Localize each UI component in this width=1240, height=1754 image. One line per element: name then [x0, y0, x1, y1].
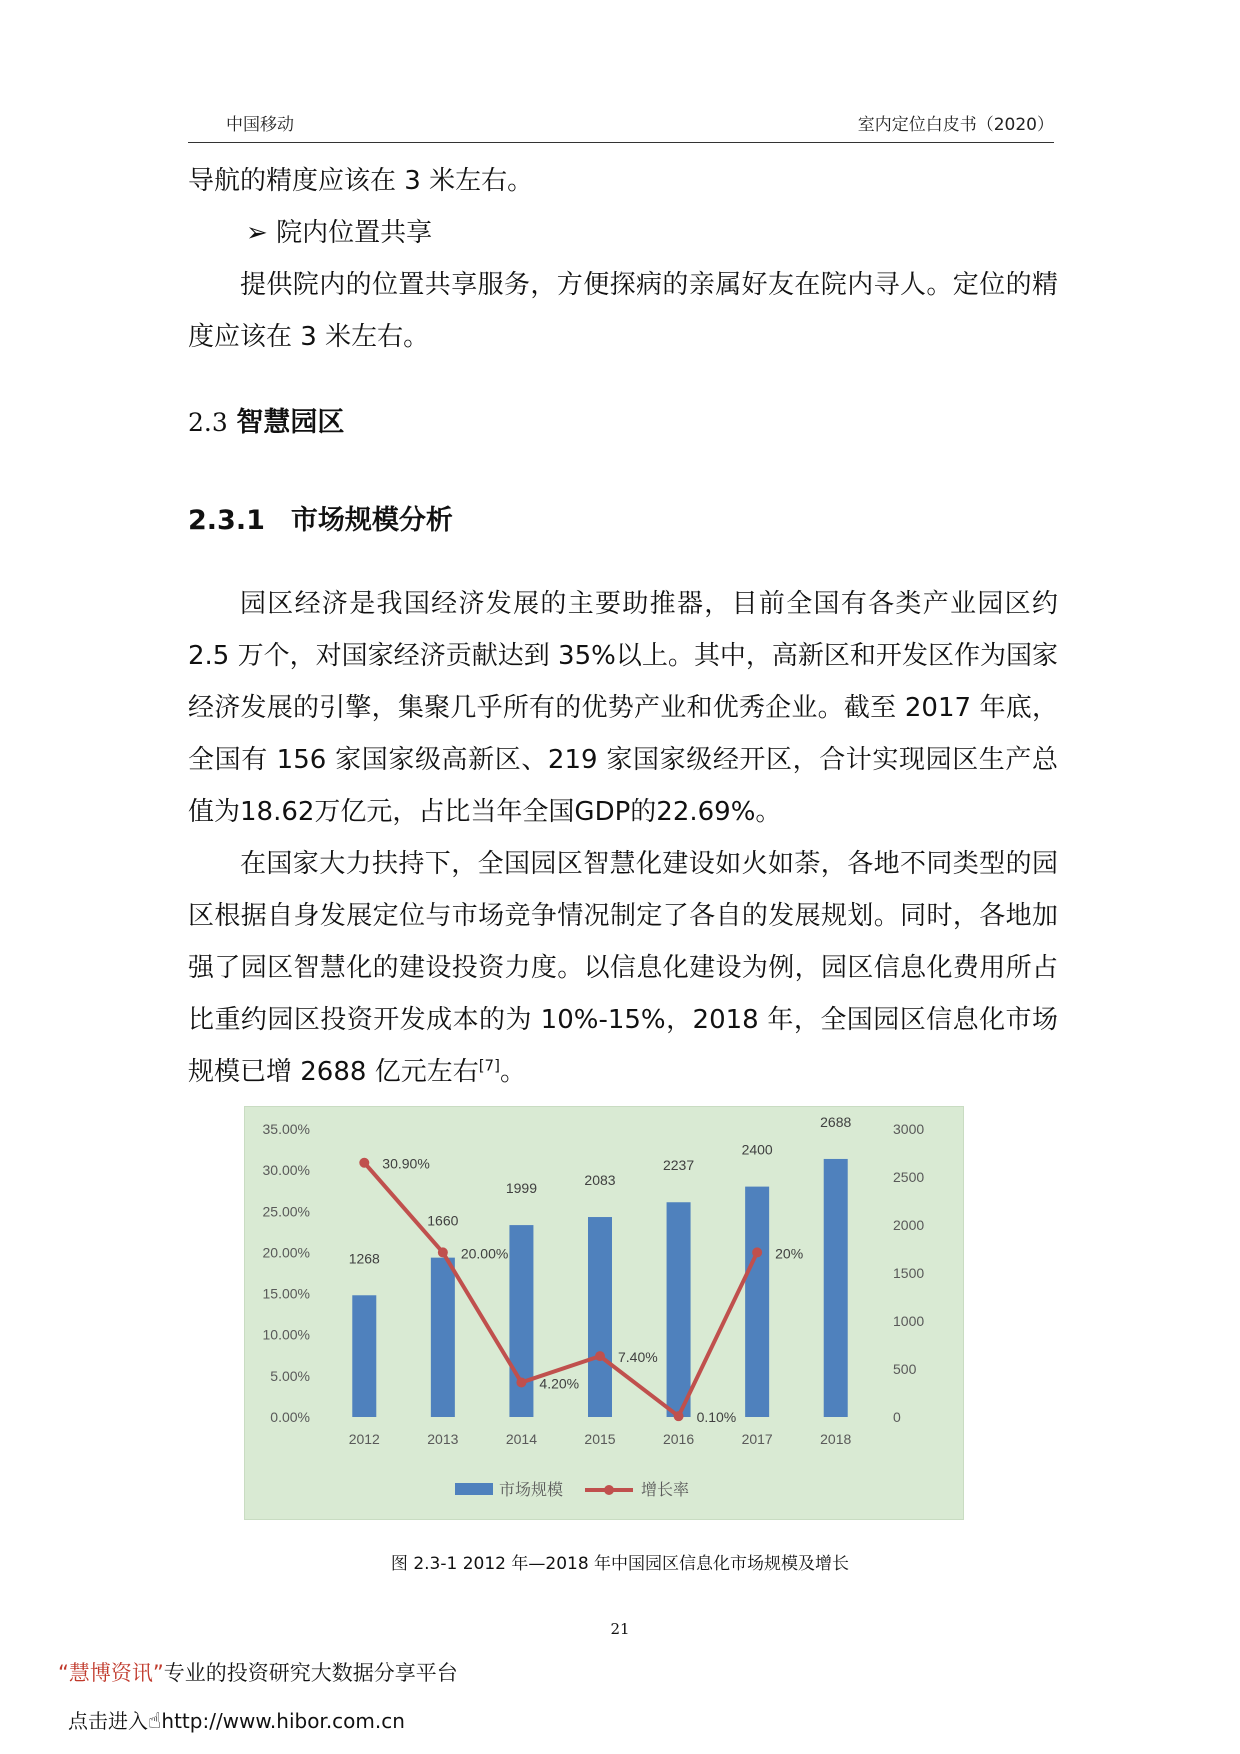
x-tick-label: 2013 — [427, 1431, 459, 1447]
bar — [667, 1202, 691, 1417]
section-number: 2.3 — [188, 408, 228, 437]
pointing-hand-icon: ☝ — [148, 1709, 162, 1734]
promo-cta[interactable]: 点击进入 — [68, 1709, 148, 1733]
section-heading — [188, 400, 344, 439]
chart-svg — [245, 1107, 963, 1519]
citation-ref: [7] — [478, 1056, 500, 1075]
subsection-number: 2.3.1 — [188, 505, 265, 536]
line-point — [674, 1411, 684, 1421]
y-right-tick-label: 2500 — [893, 1169, 925, 1185]
bar-value-label: 2400 — [741, 1141, 773, 1158]
y-left-tick-label: 15.00% — [262, 1285, 310, 1302]
legend-bar-label: 市场规模 — [499, 1482, 564, 1499]
bar — [352, 1295, 376, 1417]
line-value-label: 20.00% — [460, 1245, 509, 1262]
bar-value-label: 2237 — [662, 1157, 695, 1174]
subsection-heading — [188, 498, 453, 537]
promo-open-quote: “ — [58, 1661, 69, 1685]
x-tick-label: 2015 — [584, 1431, 616, 1447]
y-left-tick-label: 10.00% — [262, 1326, 310, 1343]
promo-line — [58, 1657, 458, 1687]
paragraph-2 — [188, 838, 1058, 1098]
bar — [824, 1159, 848, 1417]
line-point — [595, 1351, 605, 1361]
bar — [745, 1187, 769, 1417]
text-line: 导航的精度应该在 3 米左右。 — [188, 166, 534, 196]
line-value-label: 0.10% — [696, 1409, 737, 1426]
y-left-tick-label: 20.00% — [262, 1244, 310, 1261]
bar — [588, 1217, 612, 1417]
y-right-tick-label: 0 — [893, 1409, 901, 1425]
bar-value-label: 1999 — [505, 1180, 538, 1197]
promo-link-line[interactable] — [68, 1705, 405, 1734]
y-right-tick-label: 500 — [893, 1361, 917, 1377]
x-tick-label: 2014 — [505, 1431, 538, 1447]
line-value-label: 4.20% — [539, 1375, 580, 1392]
y-left-tick-label: 0.00% — [270, 1409, 310, 1425]
paragraph-1: 园区经济是我国经济发展的主要助推器，目前全国有各类产业园区约 2.5 万个，对国家经济贡献达到 35%以上。其中，高新区和开发区作为国家经济发展的引擎，集聚几乎所有的优势产业和优秀企业。截至 2017 年底，全国有 156 家国家级高新区、219 家国家级经开区，合计实现园区生产总值为18.62万亿元，占比当年全国GDP的22.69%。 — [188, 589, 1058, 827]
y-right-tick-label: 1000 — [893, 1313, 925, 1329]
bullet-item — [246, 207, 432, 259]
bar-value-label: 2688 — [820, 1113, 852, 1130]
y-left-tick-label: 35.00% — [262, 1121, 310, 1137]
chart — [244, 1106, 964, 1520]
bar-value-label: 2083 — [584, 1172, 616, 1189]
y-left-tick-label: 5.00% — [270, 1367, 310, 1384]
x-tick-label: 2018 — [820, 1431, 852, 1447]
bar — [431, 1258, 455, 1417]
bar-value-label: 1660 — [427, 1212, 459, 1229]
page-number: 21 — [610, 1620, 630, 1638]
bullet-marker: ➢ — [246, 218, 268, 248]
legend-bar-swatch — [455, 1483, 493, 1495]
subsection-title: 市场规模分析 — [290, 505, 453, 536]
legend-line-marker — [604, 1485, 614, 1495]
y-right-tick-label: 1500 — [893, 1265, 925, 1281]
legend-line-label: 增长率 — [641, 1482, 690, 1499]
bar-value-label: 1268 — [348, 1250, 380, 1267]
paragraph-2-end: 。 — [499, 1057, 526, 1087]
bar — [509, 1225, 533, 1417]
header-right: 室内定位白皮书（2020） — [857, 115, 1054, 135]
y-left-tick-label: 25.00% — [262, 1203, 310, 1220]
promo-close-quote: ” — [152, 1661, 164, 1685]
line-point — [438, 1247, 448, 1257]
x-tick-label: 2017 — [741, 1431, 773, 1447]
x-tick-label: 2016 — [662, 1431, 695, 1447]
y-right-tick-label: 2000 — [893, 1217, 925, 1233]
x-tick-label: 2012 — [348, 1431, 380, 1447]
y-left-tick-label: 30.00% — [262, 1162, 310, 1179]
bullet-text: 院内位置共享 — [276, 218, 433, 248]
promo-tagline: 专业的投资研究大数据分享平台 — [163, 1661, 458, 1685]
header-left: 中国移动 — [226, 115, 294, 135]
paragraph-share: 提供院内的位置共享服务，方便探病的亲属好友在院内寻人。定位的精度应该在 3 米左右。 — [188, 270, 1058, 352]
promo-brand: 慧博资讯 — [68, 1661, 153, 1685]
line-point — [516, 1377, 526, 1387]
figure-caption: 图 2.3-1 2012 年—2018 年中国园区信息化市场规模及增长 — [390, 1554, 850, 1574]
header-rule — [188, 142, 1054, 143]
section-title: 智慧园区 — [236, 407, 345, 438]
promo-url[interactable]: http://www.hibor.com.cn — [161, 1709, 405, 1733]
line-point — [359, 1158, 369, 1168]
line-value-label: 20% — [775, 1245, 804, 1262]
line-value-label: 30.90% — [382, 1155, 430, 1172]
line-value-label: 7.40% — [618, 1349, 658, 1366]
line-point — [752, 1247, 762, 1257]
paragraph-2-text: 在国家大力扶持下，全国园区智慧化建设如火如荼，各地不同类型的园区根据自身发展定位与市场竞争情况制定了各自的发展规划。同时，各地加强了园区智慧化的建设投资力度。以信息化建设为例，园区信息化费用所占比重约园区投资开发成本的为 10%-15%，2018 年，全国园区信息化市场规模已增 2688 亿元左右 — [188, 849, 1058, 1087]
y-right-tick-label: 3000 — [893, 1121, 925, 1137]
